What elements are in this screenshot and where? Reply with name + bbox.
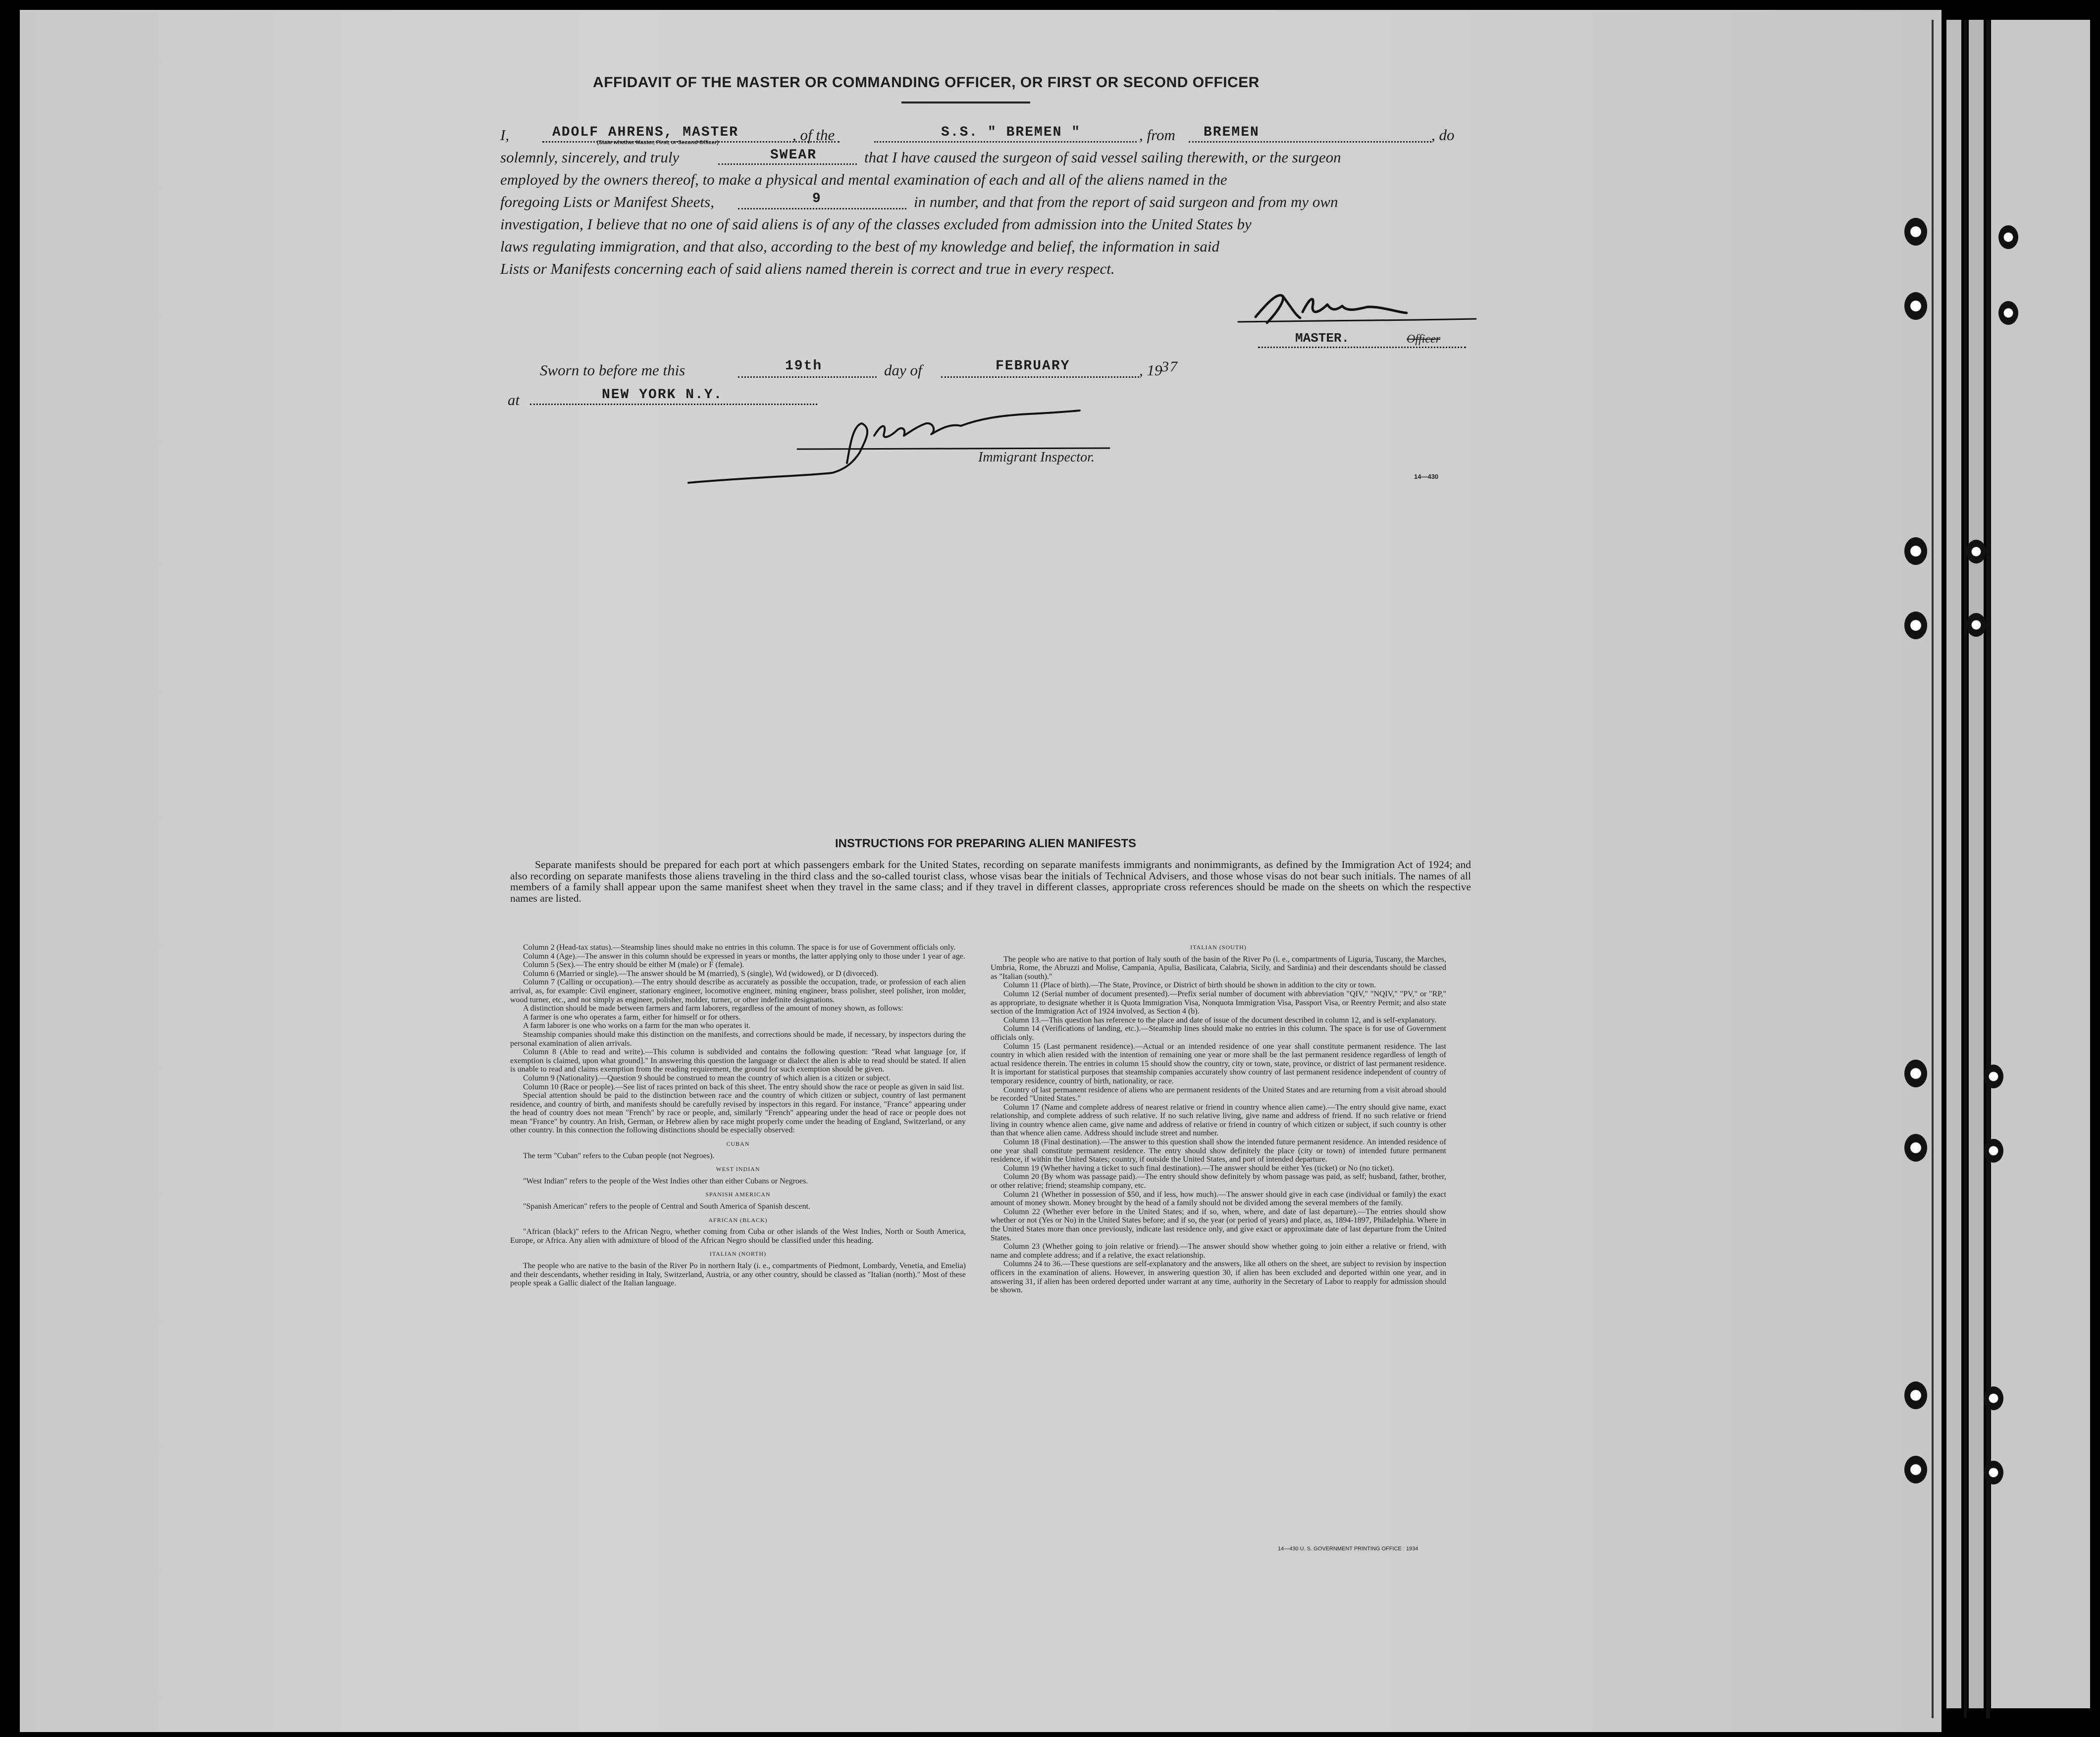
instr-spanish-american: "Spanish American" refers to the people of Central and South America of Spanish descent. [523, 1202, 811, 1211]
affidavit-line-5: investigation, I believe that no one of said aliens is of any of the classes excluded from admission into the United States by [500, 215, 1252, 233]
instr-race-distinction: Special attention should be paid to the distinction between race and the country of which citizen or subject, country of last permanent residence, and country of birth, and manifests should be carefully revised by inspectors in this regard. For instance, "France" appearing under the head of country does not mean "French" by race or people, and, similarly "French" appearing under the head of race or people does not mean "France" by country. An Irish, German, or Hebrew alien by race might properly come under the heading of England, Switzerland, or any other country. In this connection the following distinctions should be especially observed: [510, 1091, 966, 1135]
binder-hole [1984, 1386, 2003, 1410]
binder-hole [1904, 1060, 1927, 1087]
place-field: NEW YORK N.Y. [602, 387, 723, 403]
affidavit-title: AFFIDAVIT OF THE MASTER OR COMMANDING OFFICER, OR FIRST OR SECOND OFFICER [593, 74, 1260, 91]
binder-hole [1984, 1065, 2003, 1088]
oath-field: SWEAR [770, 148, 817, 163]
vessel-field: S.S. " BREMEN " [941, 125, 1081, 140]
instr-column-18: Column 18 (Final destination).—The answer to this question shall show the intended future permanent residence. An intended residence of one year shall constitute permanent residence. The entry should show definitely the place (city or town) of intended future permanent residence, if within the United States; country, if outside the United States, and port of intended departure. [991, 1138, 1446, 1164]
vessel-underline [874, 141, 1137, 143]
instr-column-17: Column 17 (Name and complete address of nearest relative or friend in country whence alien came).—The entry should give name, exact relationship, and complete address of such relative. If no such relative living, give name and address of friend. If no such relative or friend living in country whence alien came, give name and address of relative or friend in country of which citizen or subject, if such country is other than that whence alien came. Address should include street and number. [991, 1103, 1446, 1138]
officer-hint: (State whether Master, First, or Second Officer) [597, 140, 719, 146]
instr-farmer: A farmer is one who operates a farm, either for himself or for others. [523, 1013, 741, 1022]
binding-strip [1969, 20, 1984, 1708]
binding-strip [1946, 20, 1961, 1708]
officer-name-field: ADOLF AHRENS, MASTER [552, 125, 739, 140]
binder-hole [1966, 613, 1986, 637]
instr-column-21: Column 21 (Whether in possession of $50, and if less, how much).—The answer should give in each case (individual or family) the exact amount of money shown. Money brought by the head of a family should not be divided among the several members of the family. [991, 1190, 1446, 1208]
instr-column-7: Column 7 (Calling or occupation).—The entry should describe as accurately as possible the occupation, trade, or profession of each alien arrival, as, for example: Civil engineer, stationary engineer, locomotive engineer, mining engineer, brass polisher, steel polisher, iron molder, wood turner, etc., and not simply as engineer, polisher, molder, turner, or other indefinite designations. [510, 978, 966, 1004]
year-prefix: , 19 [1139, 361, 1162, 379]
instr-west-indian: "West Indian" refers to the people of the West Indies other than either Cubans or Negroes. [523, 1176, 808, 1185]
instr-column-9: Column 9 (Nationality).—Question 9 should be construed to mean the country of which alien is a citizen or subject. [523, 1073, 891, 1082]
year-field: 37 [1161, 358, 1178, 375]
instr-column-10: Column 10 (Race or people).—See list of races printed on back of this sheet. The entry should show the race or people as given in said list. [523, 1082, 964, 1091]
instr-farm-laborer: A farm laborer is one who works on a farm for the man who operates it. [523, 1022, 751, 1030]
day-of-label: day of [884, 361, 922, 379]
month-underline [941, 376, 1139, 378]
instr-column-20: Column 20 (By whom was passage paid).—The entry should show definitely by whom passage was paid, as self; husband, father, brother, or other relative; friend; steamship company, etc. [991, 1173, 1446, 1190]
heading-italian-south: ITALIAN (SOUTH) [1190, 944, 1247, 951]
instr-cuban: The term "Cuban" refers to the Cuban people (not Negroes). [523, 1151, 715, 1160]
day-underline [738, 376, 877, 378]
binder-hole [1904, 1381, 1927, 1409]
binder-hole [1904, 1456, 1927, 1483]
instr-column-4: Column 4 (Age).—The answer in this column should be expressed in years or months, the latter applying only to those under 1 year of age. [523, 952, 965, 961]
inspector-signature [683, 404, 1169, 490]
oath-underline [718, 163, 857, 165]
heading-italian-north: ITALIAN (NORTH) [709, 1250, 767, 1258]
master-signature [1208, 282, 1486, 332]
of-the-label: , of the [792, 126, 835, 144]
affidavit-line-4a: foregoing Lists or Manifest Sheets, [500, 193, 714, 210]
heading-african: AFRICAN (BLACK) [708, 1216, 768, 1224]
instructions-intro: Separate manifests should be prepared for each port at which passengers embark for the United States, recording on separate manifests immigrants and nonimmigrants, as defined by the Immigration Act of 1924; and also recording on separate manifests those aliens traveling in the third class and the so-called tourist class, whose visas bear the initials of Technical Advisers, and those whose visas do not bear such initials. The names of all members of a family shall appear upon the same manifest sheet when they travel in the same class; and if they travel in different classes, appropriate cross references should be made on the sheets on which the respective names are listed. [510, 859, 1471, 904]
sheet-count-underline [738, 208, 906, 209]
inspector-label: Immigrant Inspector. [978, 450, 1095, 465]
instr-farmer-distinction: A distinction should be made between farmers and farm laborers, regardless of the amount of money shown, as follows: [523, 1004, 903, 1013]
instr-column-23: Column 23 (Whether going to join relative or friend).—The answer should show whether going to join either a relative or friend, with name and complete address; and if a relative, the exact relationship. [991, 1242, 1446, 1260]
from-label: , from [1139, 126, 1175, 144]
instr-column-8: Column 8 (Able to read and write).—This column is subdivided and contains the following question: "Read what language [or, if exemption is claimed, upon what ground]." In answering this question the language or dialect the alien is able to read should be stated. If alien is unable to read and claims exemption from the reading requirement, the ground for such exemption should be given. [510, 1048, 966, 1074]
binder-hole [1904, 292, 1927, 320]
officer-struck-label: Officer [1407, 333, 1440, 346]
instr-column-5: Column 5 (Sex).—The entry should be either M (male) or F (female). [523, 961, 744, 970]
instr-column-11: Column 11 (Place of birth).—The State, Province, or District of birth should be shown in addition to the city or town. [1003, 981, 1376, 990]
binder-hole [1904, 1134, 1927, 1162]
page-edge-line [1932, 20, 1934, 1718]
binder-hole [1984, 1139, 2003, 1163]
heading-spanish-american: SPANISH AMERICAN [705, 1191, 771, 1198]
affidavit-line-4b: in number, and that from the report of said surgeon and from my own [914, 193, 1338, 210]
instr-column-15: Column 15 (Last permanent residence).—Actual or an intended residence of one year shall constitute permanent residence. The last country in which alien resided with the intention of remaining one year or more shall be the last permanent residence regardless of length of actual residence therein. The entries in column 15 should show the country, city or town, state, province, or district of last permanent residence. It is important for statistical purposes that steamship companies accurately show country of last permanent residence independent of country of temporary residence, country of birth, nationality, or race. [991, 1042, 1446, 1085]
port-field: BREMEN [1204, 125, 1260, 140]
instr-column-2: Column 2 (Head-tax status).—Steamship lines should make no entries in this column. The space is for use of Government officials only. [523, 943, 956, 952]
instr-italian-south: The people who are native to that portion of Italy south of the basin of the River Po (i. e., compartments of Liguria, Tuscany, the Marches, Umbria, Rome, the Abruzzi and Molise, Campania, Apulia, Basilicata, Calabria, Sicily, and Sardinia) and their descendants should be classed as "Italian (south)." [991, 955, 1446, 981]
at-label: at [508, 391, 520, 409]
instr-column-13: Column 13.—This question has reference to the place and date of issue of the document described in column 12, and is self-explanatory. [1003, 1016, 1437, 1024]
instructions-right-column [991, 943, 1446, 1295]
sworn-text: Sworn to before me this [540, 361, 685, 379]
instr-corrections: Steamship companies should make this distinction on the manifests, and corrections should be made, if necessary, by inspectors during the personal examination of alien arrivals. [510, 1030, 966, 1048]
binder-hole [1984, 1461, 2003, 1484]
binding-strip [1991, 20, 2090, 1708]
master-underline [1258, 347, 1466, 348]
binder-hole [1966, 540, 1986, 563]
binder-hole [1904, 612, 1927, 639]
master-label: MASTER. [1295, 331, 1350, 346]
instr-column-6: Column 6 (Married or single).—The answer should be M (married), S (single), Wd (widowed), or D (divorced). [523, 969, 879, 978]
month-field: FEBRUARY [996, 358, 1070, 374]
instr-african: "African (black)" refers to the African Negro, whether coming from Cuba or other islands of the West Indies, North or South America, Europe, or Africa. Any alien with admixture of blood of the African Negro should be classified under this heading. [510, 1227, 966, 1245]
solemnly-text: solemnly, sincerely, and truly [500, 149, 680, 166]
binder-hole [1998, 225, 2018, 249]
instr-column-22: Column 22 (Whether ever before in the United States; and if so, when, where, and date of last departure).—The entries should show whether or not (Yes or No) in the United States before; and if so, the year (or period of years) and place, as, 1894-1897, Philadelphia. Where in the United States more than once previously, indicate last residence only, and give exact or approximate date of last departure from the United States. [991, 1207, 1446, 1242]
instructions-title: INSTRUCTIONS FOR PREPARING ALIEN MANIFESTS [835, 837, 1136, 850]
binder-hole [1998, 301, 2018, 325]
instr-column-19: Column 19 (Whether having a ticket to such final destination).—The answer should be either Yes (ticket) or No (no ticket). [1003, 1164, 1395, 1173]
instr-last-residence: Country of last permanent residence of aliens who are permanent residents of the United States and are returning from a visit abroad should be recorded "United States." [991, 1085, 1446, 1103]
binder-hole [1904, 218, 1927, 246]
instr-italian-north: The people who are native to the basin of the River Po in northern Italy (i. e., compartments of Piedmont, Lombardy, Venetia, and Emelia) and their descendants, whether residing in Italy, Switzerland, Austria, or any other country, should be classed as "Italian (north)." Most of these people speak a Gallic dialect of the Italian language. [510, 1262, 966, 1288]
instructions-left-column [510, 943, 966, 1288]
instr-columns-24-36: Columns 24 to 36.—These questions are self-explanatory and the answers, like all others on the sheet, are subject to revision by inspection officers in the examination of aliens. However, in answering question 30, if alien has been excluded and deported within one year, and in answering 31, if alien has been ordered deported under warrant at any time, authority in the Secretary of Labor to reapply for admission should be shown. [991, 1260, 1446, 1295]
page-edge-line [1964, 20, 1967, 1718]
do-label: , do [1431, 126, 1455, 144]
heading-west-indian: WEST INDIAN [716, 1166, 760, 1173]
heading-cuban: CUBAN [726, 1140, 750, 1148]
affidavit-line-3: employed by the owners thereof, to make a physical and mental examination of each and all of the aliens named in the [500, 171, 1227, 188]
port-underline [1189, 141, 1431, 143]
instr-column-14: Column 14 (Verifications of landing, etc.).—Steamship lines should make no entries in this column. The space is for use of Government officials only. [991, 1024, 1446, 1042]
instr-column-12: Column 12 (Serial number of document presented).—Prefix serial number of document with abbreviation "QIV," "NQIV," "PV," or "RP," as appropriate, to designate whether it is Quota Immigration Visa, Nonquota Immigration Visa, Passport Visa, or Reentry Permit; and also state section of the Immigration Act of 1924 involved, as Section 4 (b). [991, 989, 1446, 1016]
affidavit-line-6: laws regulating immigration, and that also, according to the best of my knowledge and belief, the information in said [500, 238, 1220, 255]
printing-office-footer: 14—430 U. S. GOVERNMENT PRINTING OFFICE : 1934 [1278, 1546, 1418, 1552]
day-field: 19th [785, 358, 823, 374]
form-number: 14—430 [1414, 473, 1439, 480]
affidavit-line-7: Lists or Manifests concerning each of said aliens named therein is correct and true in every respect. [500, 260, 1115, 277]
affidavit-line-2: that I have caused the surgeon of said vessel sailing therewith, or the surgeon [864, 149, 1341, 166]
sheet-count-field: 9 [812, 191, 822, 206]
binder-hole [1904, 537, 1927, 565]
title-divider [901, 102, 1030, 103]
i-label: I, [500, 126, 510, 144]
